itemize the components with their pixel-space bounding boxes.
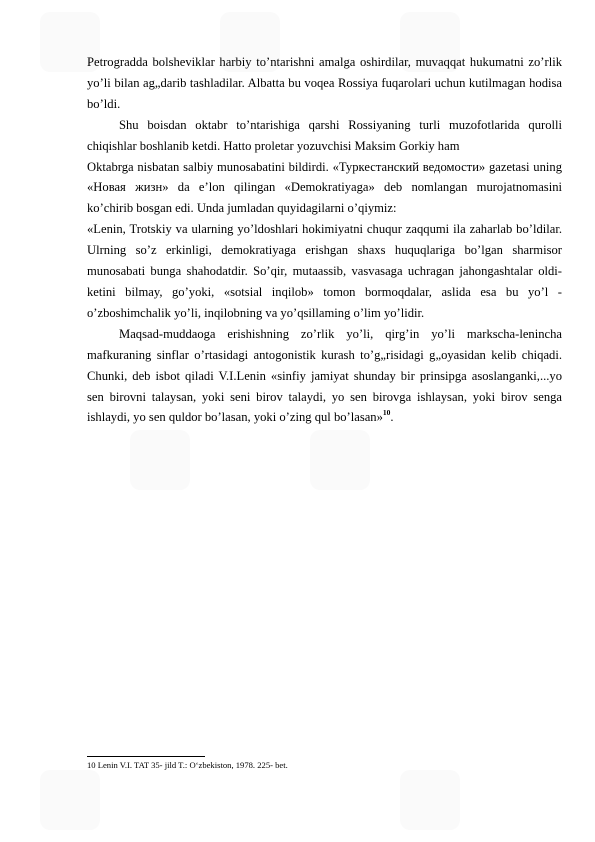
- watermark-mark: [310, 430, 370, 490]
- footnote-reference[interactable]: 10: [382, 408, 391, 418]
- watermark-mark: [40, 770, 100, 830]
- footnote-divider: [87, 756, 205, 757]
- watermark-mark: [400, 770, 460, 830]
- watermark-mark: [130, 430, 190, 490]
- paragraph-with-footnote: Maqsad-muddaoga erishishning zo’rlik yo’li, qirg’in yo’li markscha-lenincha mafkuraning sinflar o’rtasidagi antogonistik kurash to’g„risidagi g„oyasidan kelib chiqadi. Chunki, deb isbot qiladi V.I.Lenin «sinfiy jamiyat shunday bir prinsipga asoslanganki,...yo sen birovni talaysan, yoki seni birov talaydi, yo sen birovga ishlaysan, yoki birov senga ishlaydi, yo sen quldor bo’lasan, yoki o’zing qul bo’lasan»$^{10}$.: [87, 326, 562, 425]
- paragraph: Oktabrga nisbatan salbiy munosabatini bildirdi. «Туркестанский ведомости» gazetasi uning «Новая жизн» da e’lon qilingan «Demokratiyaga» deb nomlangan murojatnomasini ko’chirib bosgan edi. Unda jumladan quyidagilarni o’qiymiz:: [87, 159, 562, 216]
- paragraph-text: Maqsad-muddaoga erishishning zo’rlik yo’li, qirg’in yo’li markscha-lenincha mafkuraning sinflar o’rtasidagi antogonistik kurash to’g„risidagi g„oyasidan kelib chiqadi. Chunki, deb isbot qiladi V.I.Lenin «sinfiy jamiyat shunday bir prinsipga asoslanganki,...yo sen birovni talaysan, yoki seni birov talaydi, yo sen birovga ishlaysan, yoki birov senga ishlaydi, yo sen quldor bo’lasan, yoki o’zing qul bo’lasan»: [87, 326, 562, 425]
- footnote: 10 Lenin V.I. TAT 35- jild T.: O‘zbekiston, 1978. 225- bet.: [87, 760, 288, 770]
- body-text: [87, 52, 562, 428]
- paragraph: Petrogradda bolsheviklar harbiy to’ntarishni amalga oshirdilar, muvaqqat hukumatni zo’rlik yo’li bilan ag„darib tashladilar. Albatta bu voqea Rossiya fuqarolari uchun kutilmagan hodisa bo’ldi.: [87, 55, 562, 111]
- paragraph: Shu boisdan oktabr to’ntarishiga qarshi Rossiyaning turli muzofotlarida qurolli chiqishlar boshlanib ketdi. Hatto proletar yozuvchisi Maksim Gorkiy ham: [87, 117, 562, 153]
- paragraph: «Lenin, Trotskiy va ularning yo’ldoshlari hokimiyatni chuqur zaqqumi ila zaharlab bo’ldilar. Ulrning so’z erkinligi, demokratiyaga erishgan shaxs huquqlariga bo’lgan sharmisor munosabati bunga shahodatdir. So’qir, mutaassib, vasvasaga uchragan jahongashtalar oldi-ketini bilmay, go’yoki, «sotsial inqilob» tomon bormoqdalar, aslida esa bu yo’l - o’zboshimchalik yo’li, inqilobning va yo’qsillaming o’lim yo’lidir.: [87, 222, 562, 320]
